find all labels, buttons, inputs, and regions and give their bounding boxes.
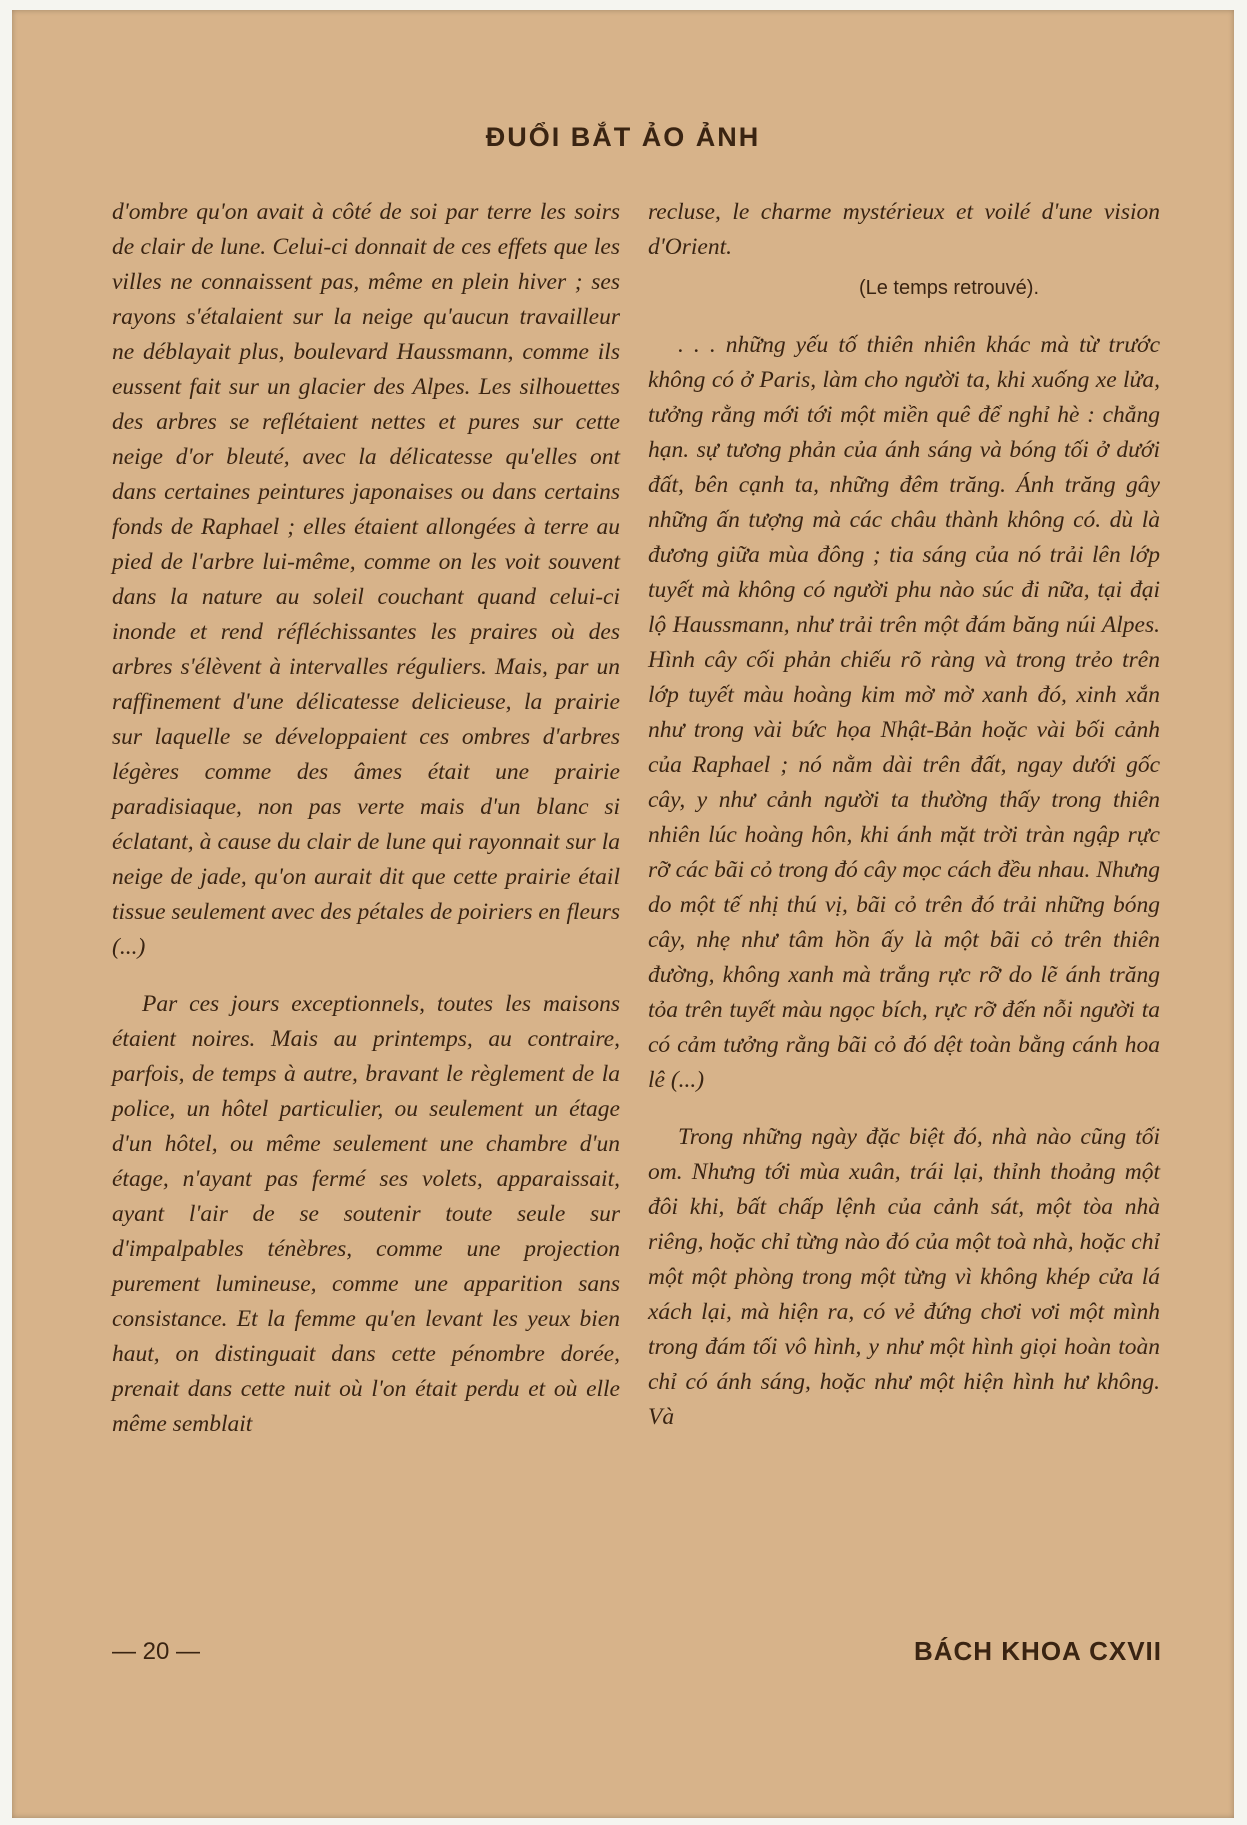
- right-paragraph-3: Trong những ngày đặc biệt đó, nhà nào cũng tối om. Nhưng tới mùa xuân, trái lại, thỉnh thoảng một đôi khi, bất chấp lệnh của cảnh sát, một tòa nhà riêng, hoặc chỉ từng nào đó của một toà nhà, hoặc chỉ một một phòng trong một từng vì không khép cửa lá xách lại, mà hiện ra, có vẻ đứng chơi vơi một mình trong đám tối vô hình, y như một hình giọi hoàn toàn chỉ có ánh sáng, hoặc như một hiện hình hư không. Và: [648, 1124, 1160, 1430]
- left-paragraph-2: Par ces jours exceptionnels, toutes les maisons étaient noires. Mais au printemps, au contraire, parfois, de temps à autre, bravant le règlement de la police, un hôtel particulier, ou seulement un étage d'un hôtel, ou même seulement une chambre d'un étage, n'ayant pas fermé ses volets, apparaissait, ayant l'air de se soutenir toute seule sur d'impalpables ténèbres, comme une projection purement lumineuse, comme une apparition sans consistance. Et la femme qu'en levant les yeux bien haut, on distinguait dans cette pénombre dorée, prenait dans cette nuit où l'on était perdu et où elle même semblait: [112, 991, 620, 1437]
- page-header: ĐUỔI BẮT ẢO ẢNH: [485, 122, 761, 152]
- page-number: — 20 —: [112, 1638, 201, 1665]
- source-attribution: (Le temps retrouvé).: [858, 277, 1040, 299]
- journal-name: BÁCH KHOA CXVII: [913, 1636, 1162, 1666]
- magazine-page: [12, 10, 1234, 1818]
- right-column: [648, 195, 1160, 1435]
- right-paragraph-1: recluse, le charme mystérieux et voilé d'une vision d'Orient.: [648, 199, 1160, 260]
- left-paragraph-1: d'ombre qu'on avait à côté de soi par terre les soirs de clair de lune. Celui-ci donnait de ces effets que les villes ne connaissent pas, même en plein hiver ; ses rayons s'étalaient sur la neige qu'aucun travailleur ne déblayait plus, boulevard Haussmann, comme ils eussent fait sur un glacier des Alpes. Les silhouettes des arbres se reflétaient nettes et pures sur cette neige d'or bleuté, avec la délicatesse qu'elles ont dans certaines peintures japonaises ou dans certains fonds de Raphael ; elles étaient allongées à terre au pied de l'arbre lui-même, comme on les voit souvent dans la nature au soleil couchant quand celui-ci inonde et rend réfléchissantes les praires où des arbres s'élèvent à intervalles réguliers. Mais, par un raffinement d'une délicatesse delicieuse, la prairie sur laquelle se développaient ces ombres d'arbres légères comme des âmes était une prairie paradisiaque, non pas verte mais d'un blanc si éclatant, à cause du clair de lune qui rayonnait sur la neige de jade, qu'on aurait dit que cette prairie étail tissue seulement avec des pétales de poiriers en fleurs (...): [112, 199, 620, 960]
- left-column: [112, 195, 620, 1442]
- right-paragraph-2: . . . những yếu tố thiên nhiên khác mà từ trước không có ở Paris, làm cho người ta, khi xuống xe lửa, tưởng rằng mới tới một miền quê để nghỉ hè : chẳng hạn. sự tương phản của ánh sáng và bóng tối ở dưới đất, bên cạnh ta, những đêm trăng. Ánh trăng gây những ấn tượng mà các châu thành không có. dù là đương giữa mùa đông ; tia sáng của nó trải lên lớp tuyết mà không có người phu nào súc đi nữa, tại đại lộ Haussmann, như trải trên một đám băng núi Alpes. Hình cây cối phản chiếu rõ ràng và trong trẻo trên lớp tuyết màu hoàng kim mờ mờ xanh đó, xinh xắn như trong vài bức họa Nhật-Bản hoặc vài bối cảnh của Raphael ; nó nằm dài trên đất, ngay dưới gốc cây, y như cảnh người ta thường thấy trong thiên nhiên lúc hoàng hôn, khi ánh mặt trời tràn ngập rực rỡ các bãi cỏ trong đó cây mọc cách đều nhau. Nhưng do một tế nhị thú vị, bãi cỏ trên đó trải những bóng cây, nhẹ như tâm hồn ấy là một bãi cỏ trên thiên đường, không xanh mà trắng rực rỡ do lẽ ánh trăng tỏa trên tuyết màu ngọc bích, rực rỡ đến nỗi người ta có cảm tưởng rằng bãi cỏ đó dệt toàn bằng cánh hoa lê (...): [648, 332, 1160, 1093]
